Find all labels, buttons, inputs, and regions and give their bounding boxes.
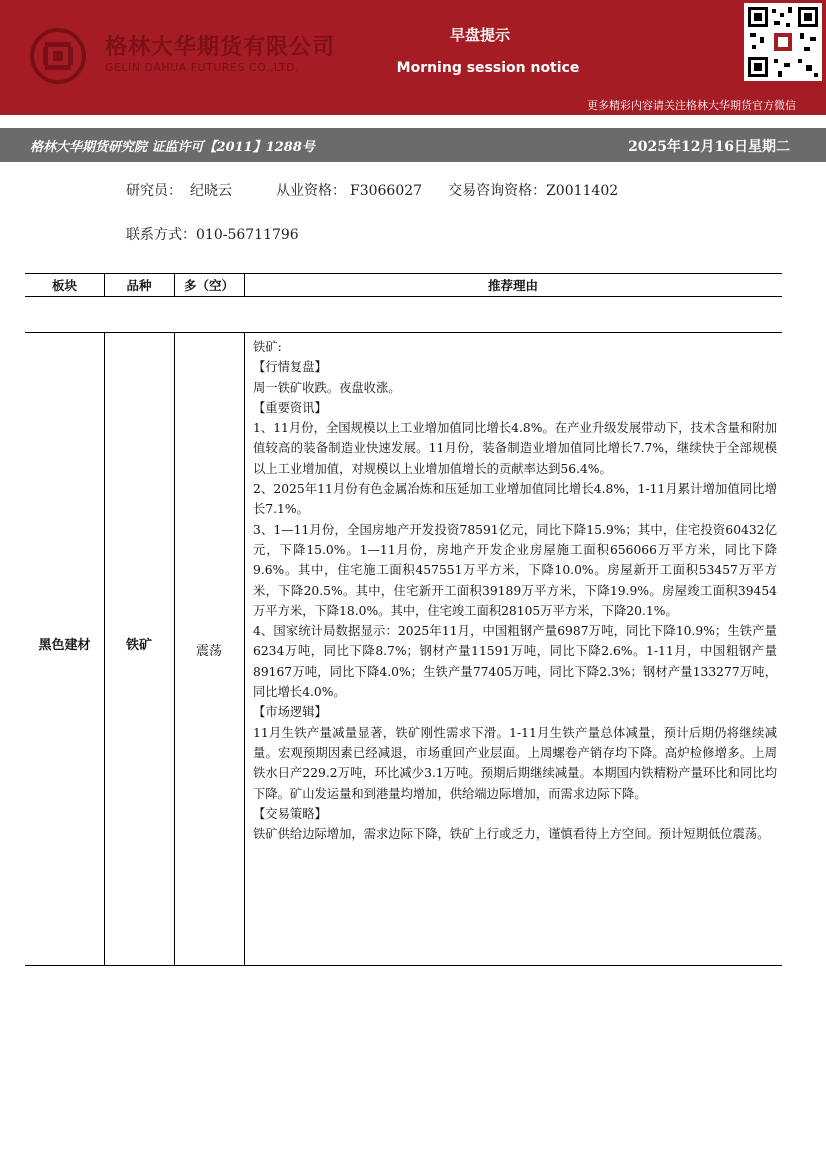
researcher-line — [126, 180, 618, 200]
info-bar — [0, 128, 826, 162]
report-title-cn: 早盘提示 — [449, 26, 510, 44]
company-logo-icon — [30, 28, 86, 84]
table-cell-variety: 铁矿 — [125, 638, 152, 653]
researcher-name: 纪晓云 — [190, 183, 232, 199]
table-header-variety: 品种 — [126, 278, 152, 293]
researcher-label: 研究员： — [126, 183, 182, 199]
table-top-rule — [25, 273, 782, 274]
wechat-qr-code-icon[interactable] — [744, 3, 822, 81]
content-paragraph: 3、1—11月份，全国房地产开发投资78591亿元，同比下降15.9%；其中，住宅投资60432亿元，下降15.0%。1—11月份，房地产开发企业房屋施工面积656066万平方米，同比下降9.6%。其中，住宅施工面积457551万平方米，下降10.0%。房屋新开工面积53457万平方米，下降20.5%。其中，住宅新开工面积39189万平方米，下降19.9%。房屋竣工面积39454万平方米，下降18.0%。其中，住宅竣工面积28105万平方米，下降20.1%。 — [253, 522, 777, 618]
content-paragraph: 4、国家统计局数据显示：2025年11月，中国粗钢产量6987万吨，同比下降10.9%；生铁产量6234万吨，同比下降8.7%；钢材产量11591万吨，同比下降2.6%。1-11月，中国粗钢产量89167万吨，同比下降4.0%；生铁产量77405万吨，同比下降2.3%；钢材产量133277万吨，同比增长4.0%。 — [253, 624, 777, 700]
qualification-number: F3066027 — [350, 183, 423, 199]
header-banner — [0, 0, 826, 115]
consult-label: 交易咨询资格： — [448, 183, 547, 199]
wechat-follow-note: 更多精彩内容请关注格林大华期货官方微信 — [587, 99, 796, 112]
contact-label: 联系方式： — [126, 227, 196, 243]
content-paragraph: 11月生铁产量减量显著，铁矿刚性需求下滑。1-11月生铁产量总体减量，预计后期仍将继续减量。宏观预期因素已经减退，市场重回产业层面。上周螺卷产销存均下降。高炉检修增多。上周铁水日产229.2万吨，环比减少3.1万吨。预期后期继续减量。本期国内铁精粉产量环比和同比均下降。矿山发运量和到港量均增加，供给端边际增加，而需求边际下降。 — [253, 725, 777, 801]
table-body-top-rule — [25, 332, 782, 333]
report-date: 2025年12月16日星期二 — [628, 139, 790, 155]
table-header-direction: 多（空） — [183, 278, 234, 293]
contact-line — [126, 224, 299, 244]
section-heading: 【市场逻辑】 — [253, 705, 327, 720]
institute-license: 格林大华期货研究院 证监许可【2011】1288号 — [30, 140, 315, 155]
report-title-en: Morning session notice — [396, 60, 580, 76]
section-heading: 【重要资讯】 — [253, 400, 327, 415]
qualification-label: 从业资格： — [276, 183, 346, 199]
content-paragraph: 2、2025年11月份有色金属冶炼和压延加工业增加值同比增长4.8%，1-11月累计增加值同比增长7.1%。 — [253, 482, 777, 517]
table-cell-direction: 震荡 — [195, 644, 222, 659]
content-paragraph: 铁矿: — [253, 340, 282, 354]
section-heading: 【行情复盘】 — [253, 360, 327, 375]
section-heading: 【交易策略】 — [253, 806, 327, 821]
table-header-sector: 板块 — [51, 278, 77, 293]
table-header-rule — [25, 296, 782, 297]
recommendation-text — [253, 337, 777, 844]
company-name-cn: 格林大华期货有限公司 — [105, 35, 336, 60]
table-header-reason: 推荐理由 — [487, 278, 538, 293]
table-cell-sector: 黑色建材 — [38, 638, 91, 653]
content-paragraph: 周一铁矿收跌。夜盘收涨。 — [253, 380, 401, 395]
content-paragraph: 1、11月份，全国规模以上工业增加值同比增长4.8%。在产业升级发展带动下，技术含量和附加值较高的装备制造业快速发展。11月份，装备制造业增加值同比增长7.7%，继续快于全部规模以上工业增加值，对规模以上业增加值增长的贡献率达到56.4%。 — [253, 421, 777, 476]
table-col-divider — [244, 332, 245, 965]
company-name-en: GELIN DAHUA FUTURES CO.,LTD. — [105, 61, 300, 74]
table-bottom-rule — [25, 965, 782, 966]
content-paragraph: 铁矿供给边际增加，需求边际下降，铁矿上行或乏力，谨慎看待上方空间。预计短期低位震荡。 — [253, 827, 770, 842]
consult-number: Z0011402 — [546, 183, 619, 199]
contact-phone: 010-56711796 — [196, 227, 299, 243]
